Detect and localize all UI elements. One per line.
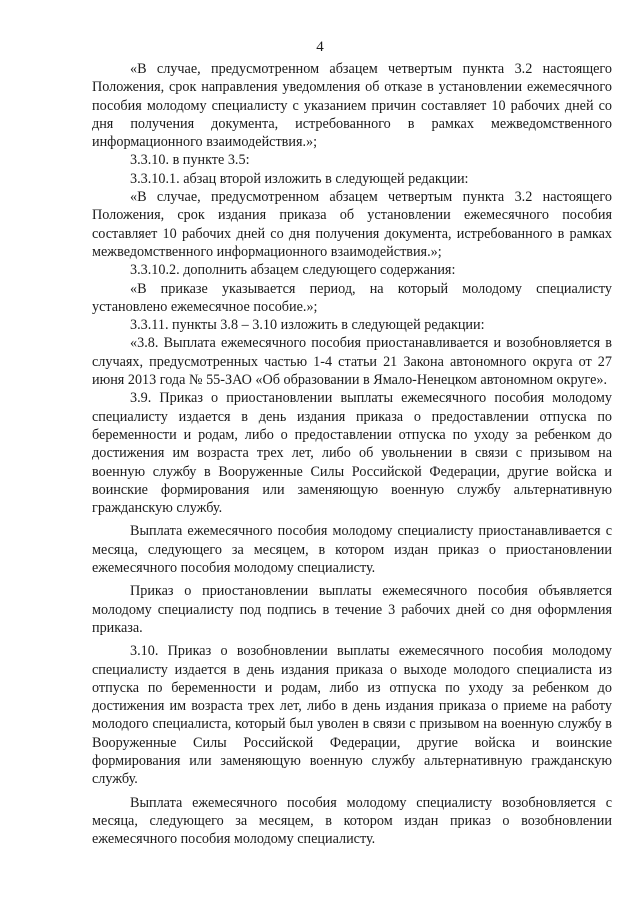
paragraph: «В случае, предусмотренном абзацем четвертым пункта 3.2 настоящего Положения, срок направления уведомления об отказе в установлении ежемесячного пособия молодому специалисту с указанием причин составляет 10 рабочих дней со дня получения документа, истребованного в рамках межведомственного информационного взаимодействия.»; xyxy=(92,61,612,151)
page-number: 4 xyxy=(316,39,324,55)
paragraph: 3.3.10.2. дополнить абзацем следующего содержания: xyxy=(130,262,456,279)
paragraph: 3.3.10. в пункте 3.5: xyxy=(130,152,250,169)
paragraph: «В приказе указывается период, на который молодому специалисту установлено ежемесячное пособие.»; xyxy=(92,280,612,315)
paragraph: Выплата ежемесячного пособия молодому специалисту приостанавливается с месяца, следующего за месяцем, в котором издан приказ о приостановлении ежемесячного пособия молодому специалисту. xyxy=(92,523,612,577)
paragraph: «3.8. Выплата ежемесячного пособия приостанавливается и возобновляется в случаях, предусмотренных частью 1-4 статьи 21 Закона автономного округа от 27 июня 2013 года № 55-ЗАО «Об образовании в Ямало-Ненецком автономном округе». xyxy=(92,335,612,389)
paragraph: Приказ о приостановлении выплаты ежемесячного пособия объявляется молодому специалисту под подпись в течение 3 рабочих дней со дня оформления приказа. xyxy=(92,583,612,636)
document-body xyxy=(92,60,612,848)
paragraph: 3.3.11. пункты 3.8 – 3.10 изложить в следующей редакции: xyxy=(130,317,485,334)
paragraph: 3.9. Приказ о приостановлении выплаты ежемесячного пособия молодому специалисту издается в день издания приказа о предоставлении отпуска по беременности и родам, либо о предоставлении отпуска по уходу за ребенком до достижения им возраста трех лет, либо об увольнении в связи с призывом на военную службу в Вооруженные Силы Российской Федерации, другие войска и воинские формирования или заменяющую военную службу альтернативную гражданскую службу. xyxy=(92,390,612,517)
paragraph: 3.3.10.1. абзац второй изложить в следующей редакции: xyxy=(130,170,469,187)
paragraph: «В случае, предусмотренном абзацем четвертым пункта 3.2 настоящего Положения, срок издания приказа об установлении ежемесячного пособия составляет 10 рабочих дней со дня получения документа, истребованного в рамках межведомственного информационного взаимодействия.»; xyxy=(92,189,612,260)
paragraph: Выплата ежемесячного пособия молодому специалисту возобновляется с месяца, следующего за месяцем, в котором издан приказ о возобновлении ежемесячного пособия молодому специалисту. xyxy=(92,794,612,848)
paragraph: 3.10. Приказ о возобновлении выплаты ежемесячного пособия молодому специалисту издается в день издания приказа о выходе молодого специалиста из отпуска по беременности и родам, либо из отпуска по уходу за ребенком до достижения им возраста трех лет, либо в день издания приказа о приеме на работу молодого специалиста, который был уволен в связи с призывом на военную службу в Вооруженные Силы Российской Федерации, другие войска и воинские формирования или заменяющую военную службу альтернативную гражданскую службу. xyxy=(92,643,612,788)
